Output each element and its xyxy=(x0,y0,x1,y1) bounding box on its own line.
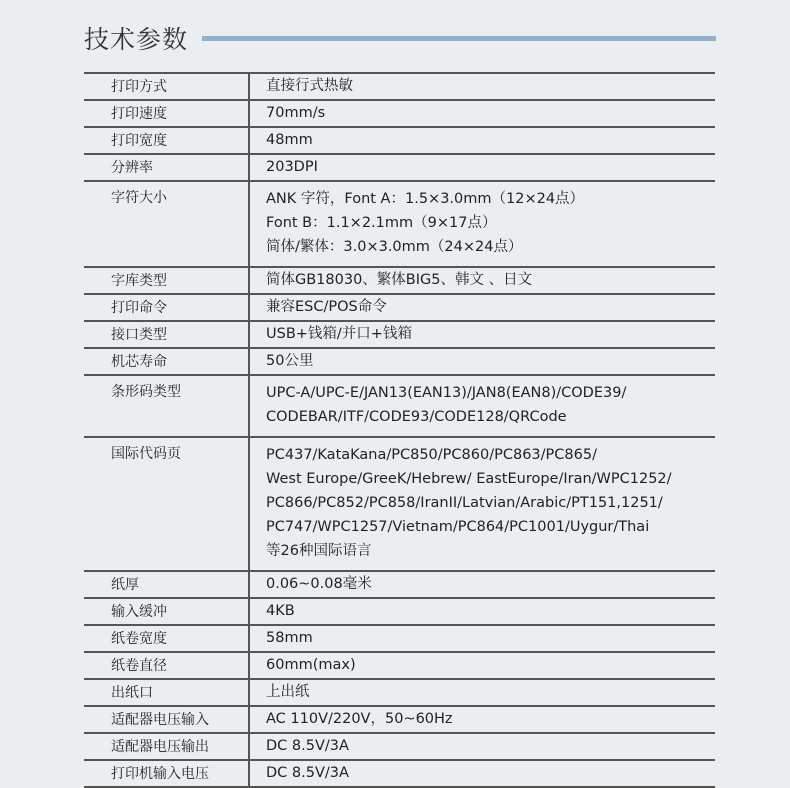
spec-value xyxy=(250,182,715,266)
spec-label: 字库类型 xyxy=(84,268,250,293)
spec-label: 纸厚 xyxy=(84,572,250,597)
spec-value xyxy=(250,572,715,597)
spec-value-line: 58mm xyxy=(266,630,313,646)
spec-label: 打印命令 xyxy=(84,295,250,320)
spec-value-line: 简体/繁体：3.0×3.0mm（24×24点） xyxy=(266,239,523,255)
spec-value xyxy=(250,734,715,759)
spec-value xyxy=(250,322,715,347)
spec-label: 国际代码页 xyxy=(84,438,250,570)
spec-value xyxy=(250,128,715,153)
spec-row xyxy=(84,101,715,128)
spec-value xyxy=(250,653,715,678)
spec-value xyxy=(250,349,715,374)
spec-label: 适配器电压输出 xyxy=(84,734,250,759)
spec-value-line: 203DPI xyxy=(266,159,318,175)
spec-value-line: AC 110V/220V，50~60Hz xyxy=(266,711,453,727)
spec-value xyxy=(250,268,715,293)
section-title: 技术参数 xyxy=(84,25,189,54)
spec-value-line: UPC-A/UPC-E/JAN13(EAN13)/JAN8(EAN8)/CODE39/ xyxy=(266,385,627,401)
spec-value xyxy=(250,707,715,732)
spec-row xyxy=(84,626,715,653)
spec-value-line: 兼容ESC/POS命令 xyxy=(266,299,387,315)
spec-table xyxy=(84,72,715,788)
spec-label: 输入缓冲 xyxy=(84,599,250,624)
spec-row xyxy=(84,376,715,438)
spec-row xyxy=(84,707,715,734)
spec-value-line: CODEBAR/ITF/CODE93/CODE128/QRCode xyxy=(266,409,567,425)
spec-value-line: 48mm xyxy=(266,132,313,148)
spec-value-line: 60mm(max) xyxy=(266,657,356,673)
spec-row xyxy=(84,128,715,155)
spec-value xyxy=(250,155,715,180)
spec-value-line: West Europe/GreeK/Hebrew/ EastEurope/Iran/WPC1252/ xyxy=(266,471,672,487)
spec-row xyxy=(84,349,715,376)
spec-label: 出纸口 xyxy=(84,680,250,705)
spec-value xyxy=(250,599,715,624)
spec-value xyxy=(250,626,715,651)
spec-value-line: PC437/KataKana/PC850/PC860/PC863/PC865/ xyxy=(266,447,597,463)
spec-value xyxy=(250,680,715,705)
spec-label: 纸卷直径 xyxy=(84,653,250,678)
spec-label: 打印宽度 xyxy=(84,128,250,153)
spec-label: 打印方式 xyxy=(84,74,250,99)
spec-row xyxy=(84,599,715,626)
spec-label: 条形码类型 xyxy=(84,376,250,436)
spec-row xyxy=(84,680,715,707)
spec-value-line: Font B：1.1×2.1mm（9×17点） xyxy=(266,215,497,231)
spec-value xyxy=(250,295,715,320)
spec-label: 接口类型 xyxy=(84,322,250,347)
spec-value-line: 50公里 xyxy=(266,353,314,369)
spec-row xyxy=(84,182,715,268)
spec-value-line: PC866/PC852/PC858/IranII/Latvian/Arabic/PT151,1251/ xyxy=(266,495,663,511)
section-header xyxy=(84,18,716,58)
spec-row xyxy=(84,653,715,680)
spec-value xyxy=(250,376,715,436)
spec-label: 打印速度 xyxy=(84,101,250,126)
spec-label: 字符大小 xyxy=(84,182,250,266)
spec-value xyxy=(250,761,715,786)
spec-row xyxy=(84,322,715,349)
spec-value-line: 简体GB18030、繁体BIG5、韩文 、日文 xyxy=(266,272,533,288)
spec-value xyxy=(250,101,715,126)
title-divider xyxy=(202,36,716,41)
spec-value-line: ANK 字符，Font A：1.5×3.0mm（12×24点） xyxy=(266,191,585,207)
spec-value-line: PC747/WPC1257/Vietnam/PC864/PC1001/Uygur/Thai xyxy=(266,519,650,535)
spec-value-line: USB+钱箱/并口+钱箱 xyxy=(266,326,412,342)
spec-label: 机芯寿命 xyxy=(84,349,250,374)
spec-value xyxy=(250,438,715,570)
spec-label: 纸卷宽度 xyxy=(84,626,250,651)
spec-label: 打印机输入电压 xyxy=(84,761,250,786)
spec-value-line: 上出纸 xyxy=(266,684,310,700)
spec-label: 适配器电压输入 xyxy=(84,707,250,732)
spec-row xyxy=(84,295,715,322)
spec-value-line: DC 8.5V/3A xyxy=(266,738,349,754)
spec-label: 分辨率 xyxy=(84,155,250,180)
spec-value xyxy=(250,74,715,99)
spec-row xyxy=(84,268,715,295)
spec-value-line: 4KB xyxy=(266,603,295,619)
spec-row xyxy=(84,438,715,572)
spec-row xyxy=(84,734,715,761)
spec-value-line: 直接行式热敏 xyxy=(266,78,353,94)
spec-value-line: 0.06~0.08毫米 xyxy=(266,576,372,592)
spec-value-line: DC 8.5V/3A xyxy=(266,765,349,781)
spec-value-line: 70mm/s xyxy=(266,105,326,121)
spec-row xyxy=(84,155,715,182)
spec-value-line: 等26种国际语言 xyxy=(266,543,372,559)
spec-row xyxy=(84,572,715,599)
spec-row xyxy=(84,74,715,101)
